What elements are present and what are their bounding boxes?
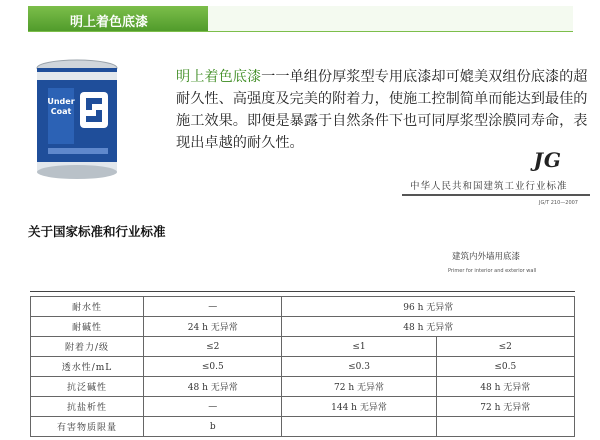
standard-code: JG/T 210—2007	[539, 200, 578, 206]
table-cell: ≤0.3	[282, 357, 436, 377]
table-cell: 144 h 无异常	[282, 397, 436, 417]
table-row	[31, 337, 575, 357]
row-label: 抗盐析性	[31, 397, 144, 417]
standard-logo: JG	[533, 148, 562, 172]
svg-text:Coat: Coat	[50, 107, 72, 116]
product-name: 明上着色底漆	[176, 69, 262, 85]
header-divider	[28, 31, 573, 32]
row-label: 附着力/级	[31, 337, 144, 357]
header-strip	[208, 6, 573, 32]
table-row	[31, 377, 575, 397]
table-top-rule	[30, 291, 575, 292]
table-cell: ≤2	[144, 337, 282, 357]
row-label: 有害物质限量	[31, 417, 144, 437]
primer-can-image	[34, 58, 120, 180]
standard-cover	[402, 148, 592, 226]
table-cell: 96 h 无异常	[282, 297, 575, 317]
row-label: 耐水性	[31, 297, 144, 317]
product-intro	[176, 66, 596, 154]
row-label: 透水性/mL	[31, 357, 144, 377]
table-cell: 24 h 无异常	[144, 317, 282, 337]
table-row	[31, 417, 575, 437]
table-row	[31, 297, 575, 317]
standard-org: 中华人民共和国建筑工业行业标准	[410, 181, 568, 192]
table-cell: 72 h 无异常	[282, 377, 436, 397]
table-cell: —	[144, 297, 282, 317]
table-cell: ≤1	[282, 337, 436, 357]
table-row	[31, 357, 575, 377]
svg-text:Under: Under	[47, 97, 75, 106]
table-cell: 72 h 无异常	[436, 397, 575, 417]
table-cell	[282, 417, 436, 437]
table-cell: ≤0.5	[436, 357, 575, 377]
standard-rule	[402, 194, 590, 196]
table-cell: 48 h 无异常	[436, 377, 575, 397]
header-title: 明上着色底漆	[70, 15, 149, 30]
table-cell: 48 h 无异常	[144, 377, 282, 397]
standard-name: 建筑内外墙用底漆	[452, 252, 521, 262]
table-cell: ≤0.5	[144, 357, 282, 377]
table-cell: 48 h 无异常	[282, 317, 575, 337]
spec-table	[30, 296, 575, 437]
table-row	[31, 397, 575, 417]
standard-name-en: Primer for interior and exterior wall	[448, 268, 537, 274]
table-row	[31, 317, 575, 337]
table-cell	[436, 417, 575, 437]
row-label: 抗泛碱性	[31, 377, 144, 397]
product-description: 一一单组份厚浆型专用底漆却可媲美双组份底漆的超耐久性、高强度及完美的附着力，使施工控制简单而能达到最佳的施工效果。即便是暴露于自然条件下也可同厚浆型涂膜同寿命，表现出卓越的耐久性。	[176, 69, 588, 151]
table-cell: —	[144, 397, 282, 417]
section-title: 关于国家标准和行业标准	[28, 224, 166, 239]
table-cell: b	[144, 417, 282, 437]
row-label: 耐碱性	[31, 317, 144, 337]
table-cell: ≤2	[436, 337, 575, 357]
